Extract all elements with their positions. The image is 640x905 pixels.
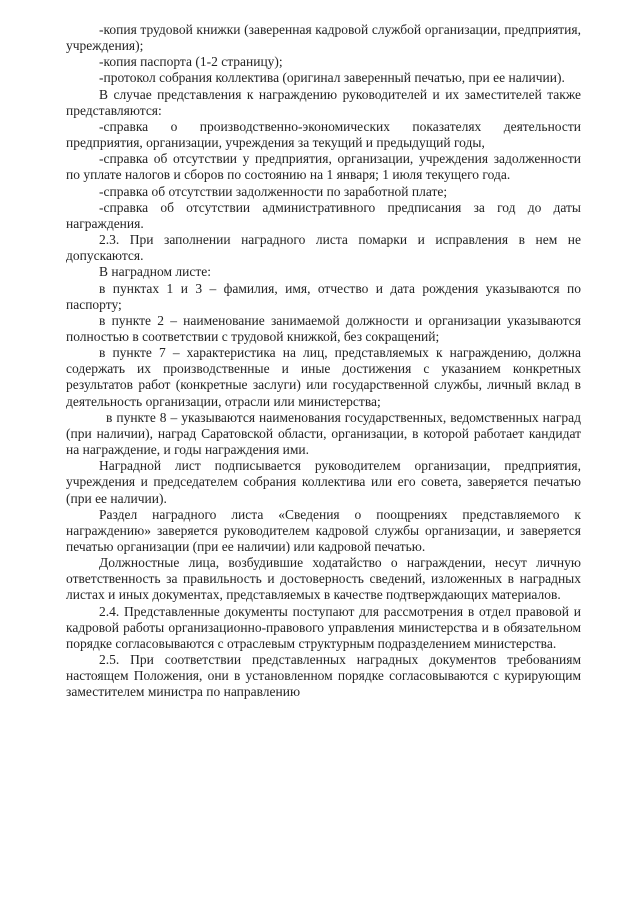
paragraph-passport-copy: -копия паспорта (1-2 страницу); (99, 54, 283, 70)
paragraph-incentives-section: Раздел наградного листа «Сведения о поощрениях представляемого к награждению» заверяется руководителем кадровой службы организации, и заверяется печатью организации (при ее наличии) или кадровой печатью. (66, 506, 581, 554)
document-page (66, 22, 581, 701)
paragraph-item-8: в пункте 8 – указываются наименования государственных, ведомственных наград (при наличии), наград Саратовской области, организации, в которой работает кандидат на награждение, и годы награждения ими. (66, 409, 581, 458)
paragraph-economic-indicators: -справка о производственно-экономических показателях деятельности предприятия, организации, учреждения за текущий и предыдущий годы, (66, 118, 581, 151)
paragraph-item-7: в пункте 7 – характеристика на лиц, представляемых к награждению, должна содержать их производственные и иные достижения с указанием конкретных результатов работ (конкретные заслуги) или государственной службы, личный вклад в деятельность организации, отрасли или министерства; (66, 345, 581, 409)
paragraph-section-2-3: 2.3. При заполнении наградного листа помарки и исправления в нем не допускаются. (66, 232, 581, 264)
paragraph-section-2-5: 2.5. При соответствии представленных наградных документов требованиям настоящем Положения, они в установленном порядке согласовываются с курирующим заместителем министра по направлению (66, 652, 581, 700)
paragraph-meeting-protocol: -протокол собрания коллектива (оригинал заверенный печатью, при ее наличии). (99, 70, 565, 86)
paragraph-section-2-4: 2.4. Представленные документы поступают для рассмотрения в отдел правовой и кадровой работы организационно-правового управления министерства и в обязательном порядке согласовываются с отраслевым структурным подразделением министерства. (66, 603, 581, 651)
paragraph-administrative-order: -справка об отсутствии административного предписания за год до даты награждения. (66, 199, 581, 231)
paragraph-in-award-sheet: В наградном листе: (99, 264, 211, 280)
paragraph-employment-record-copy: -копия трудовой книжки (заверенная кадровой службой организации, предприятия, учреждения); (66, 22, 581, 54)
paragraph-salary-debt-certificate: -справка об отсутствии задолженности по заработной плате; (99, 183, 448, 199)
paragraph-items-1-3: в пунктах 1 и 3 – фамилия, имя, отчество и дата рождения указываются по паспорту; (66, 280, 581, 312)
paragraph-tax-debt-certificate: -справка об отсутствии у предприятия, организации, учреждения задолженности по уплате налогов и сборов по состоянию на 1 января; 1 июля текущего года. (66, 151, 581, 183)
paragraph-managers-case: В случае представления к награждению руководителей и их заместителей также представляются: (66, 86, 581, 118)
paragraph-sheet-signature: Наградной лист подписывается руководителем организации, предприятия, учреждения и председателем собрания коллектива или его совета, заверяется печатью (при ее наличии). (66, 458, 581, 506)
paragraph-officials-responsibility: Должностные лица, возбудившие ходатайство о награждении, несут личную ответственность за правильность и достоверность сведений, изложенных в наградных листах и иных документах, представляемых в качестве подтверждающих материалов. (66, 555, 581, 603)
paragraph-item-2: в пункте 2 – наименование занимаемой должности и организации указываются полностью в соответствии с трудовой книжкой, без сокращений; (66, 312, 581, 344)
